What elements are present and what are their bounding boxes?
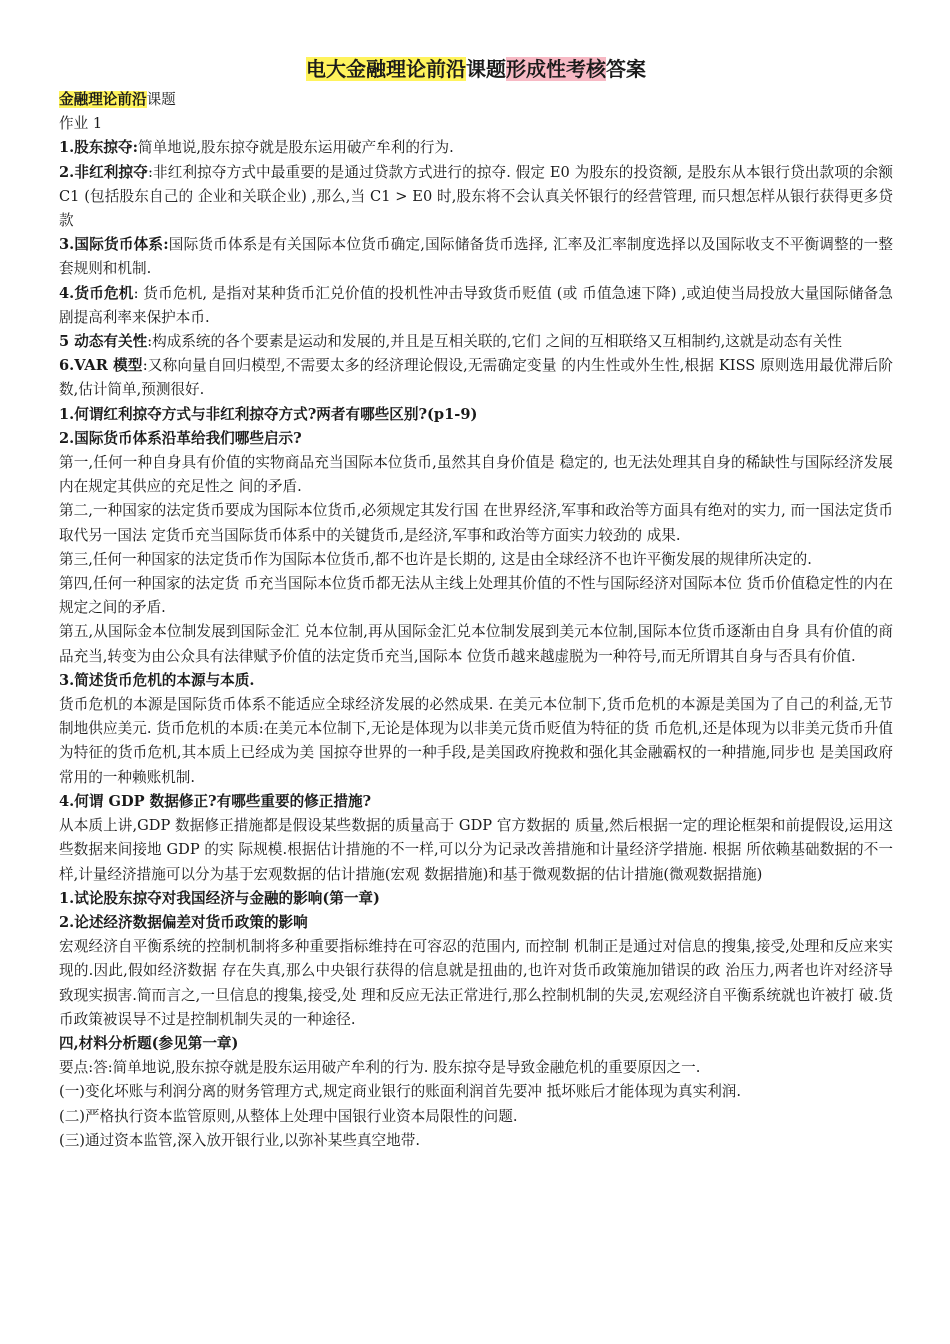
- question-heading: 1.试论股东掠夺对我国经济与金融的影响(第一章): [59, 889, 380, 907]
- answer-paragraph: (二)严格执行资本监管原则,从整体上处理中国银行业资本局限性的问题.: [59, 1107, 518, 1125]
- definition-item: [59, 233, 893, 281]
- question-heading: 2.论述经济数据偏差对货币政策的影响: [59, 913, 308, 931]
- answer-paragraph: 第四,任何一种国家的法定货 币充当国际本位货币都无法从主线上处理其价值的不性与国际经济对国际本位 货币价值稳定性的内在规定之间的矛盾.: [59, 575, 893, 617]
- definition-term: 4.货币危机: [59, 284, 134, 302]
- answer-paragraph: 第三,任何一种国家的法定货币作为国际本位货币,都不也许是长期的, 这是由全球经济不也许平衡发展的规律所决定的.: [59, 550, 812, 568]
- definition-term: 2.非红利掠夺: [59, 163, 148, 181]
- question-heading: 4.何谓 GDP 数据修正?有哪些重要的修正措施?: [59, 792, 372, 810]
- definition-term: 1.股东掠夺:: [59, 139, 138, 157]
- title-plain-end: 答案: [606, 57, 646, 81]
- definition-item: [59, 161, 893, 234]
- answer-paragraph: 货币危机的本源是国际货币体系不能适应全球经济发展的必然成果. 在美元本位制下,货币危机的本源是美国为了自己的利益,无节制地供应美元. 货币危机的本质:在美元本位制下,无论是体现为以非美元货币贬值为特征的货 币危机,还是体现为以非美元货币升值为特征的货币危机,其本质上已经成为美 国掠夺世界的一种手段,是美国政府挽救和强化其金融霸权的一种措施,同步也 是美国政府常用的一种赖账机制.: [59, 696, 893, 786]
- definition-term: 3.国际货币体系:: [59, 236, 169, 254]
- question-heading: 1.何谓红利掠夺方式与非红利掠夺方式?两者有哪些区别?(p1-9): [59, 405, 478, 423]
- answer-paragraph: 第一,任何一种自身具有价值的实物商品充当国际本位货币,虽然其自身价值是 稳定的, 也无法处理其自身的稀缺性与国际经济发展内在规定其供应的充足性之 间的矛盾.: [59, 454, 893, 496]
- homework-label: 作业 1: [59, 115, 103, 133]
- definition-text: 国际货币体系是有关国际本位货币确定,国际储备货币选择, 汇率及汇率制度选择以及国际收支不平衡调整的一整套规则和机制.: [59, 236, 894, 278]
- definition-text: :又称向量自回归模型,不需要太多的经济理论假设,无需确定变量 的内生性或外生性,根据 KISS 原则选用最优滞后阶数,估计简单,预测很好.: [59, 357, 893, 399]
- definition-item: [59, 330, 893, 354]
- answer-paragraph: 要点:答:简单地说,股东掠夺就是股东运用破产牟利的行为. 股东掠夺是导致金融危机的重要原因之一.: [59, 1059, 701, 1077]
- course-subtitle: [59, 88, 893, 112]
- definition-item: [59, 354, 893, 402]
- definition-term: 6.VAR 模型: [59, 357, 143, 375]
- title-highlight-yellow: 电大金融理论前沿: [306, 57, 466, 81]
- subtitle-highlight: 金融理论前沿: [59, 91, 147, 108]
- title-plain: 课题: [466, 57, 506, 81]
- answer-paragraph: (三)通过资本监管,深入放开银行业,以弥补某些真空地带.: [59, 1131, 420, 1149]
- definition-text: :非红利掠夺方式中最重要的是通过贷款方式进行的掠夺. 假定 E0 为股东的投资额, 是股东从本银行贷出款项的余额 C1 (包括股东自己的 企业和关联企业) ,那么,当 C1 > E0 时,股东将不会认真关怀银行的经营管理, 而只想怎样从银行获得更多贷款: [59, 163, 893, 230]
- answer-paragraph: 宏观经济自平衡系统的控制机制将多种重要指标维持在可容忍的范围内, 而控制 机制正是通过对信息的搜集,接受,处理和反应来实现的.因此,假如经济数据 存在失真,那么中央银行获得的信息就是扭曲的,也许对货币政策施加错误的政 治压力,两者也许对经济导致现实损害.简而言之,一旦信息的搜集,接受,处 理和反应无法正常进行,那么控制机制的失灵,宏观经济自平衡系统就也许被打 破.货币政策被误导不过是控制机制失灵的一种途径.: [59, 938, 893, 1028]
- answer-paragraph: 从本质上讲,GDP 数据修正措施都是假设某些数据的质量高于 GDP 官方数据的 质量,然后根据一定的理论框架和前提假设,运用这些数据来间接地 GDP 的实 际规模.根据估计措施的不一样,可以分为记录改善措施和计量经济学措施. 根据 所依赖基础数据的不一样,计量经济措施可以分为基于宏观数据的估计措施(宏观 数据措施)和基于微观数据的估计措施(微观数据措施): [59, 817, 893, 883]
- subtitle-rest: 课题: [146, 91, 176, 108]
- definition-item: [59, 136, 893, 160]
- definition-text: :构成系统的各个要素是运动和发展的,并且是互相关联的,它们 之间的互相联络又互相制约,这就是动态有关性: [147, 333, 843, 351]
- document-page: [59, 56, 893, 1153]
- definition-term: 5 动态有关性: [59, 333, 148, 351]
- question-heading: 2.国际货币体系沿革给我们哪些启示?: [59, 429, 302, 447]
- document-title: [59, 56, 893, 82]
- question-heading: 四,材料分析题(参见第一章): [59, 1034, 239, 1052]
- definition-item: [59, 282, 893, 330]
- answer-paragraph: 第五,从国际金本位制发展到国际金汇 兑本位制,再从国际金汇兑本位制发展到美元本位制,国际本位货币逐渐由自身 具有价值的商品充当,转变为由公众具有法律赋予价值的法定货币充当,国际本 位货币越来越虚脱为一种符号,而无所谓其自身与否具有价值.: [59, 623, 893, 665]
- definition-text: 简单地说,股东掠夺就是股东运用破产牟利的行为.: [138, 139, 454, 157]
- question-heading: 3.简述货币危机的本源与本质.: [59, 671, 255, 689]
- title-highlight-pink: 形成性考核: [506, 57, 606, 81]
- answer-paragraph: 第二,一种国家的法定货币要成为国际本位货币,必须规定其发行国 在世界经济,军事和政治等方面具有绝对的实力, 而一国法定货币取代另一国法 定货币充当国际货币体系中的关键货币,是经济,军事和政治等方面实力较劲的 成果.: [59, 502, 893, 544]
- answer-paragraph: (一)变化坏账与利润分离的财务管理方式,规定商业银行的账面利润首先要冲 抵坏账后才能体现为真实利润.: [59, 1083, 742, 1101]
- definition-text: : 货币危机, 是指对某种货币汇兑价值的投机性冲击导致货币贬值 (或 币值急速下降) ,或迫使当局投放大量国际储备急剧提高利率来保护本币.: [59, 284, 893, 326]
